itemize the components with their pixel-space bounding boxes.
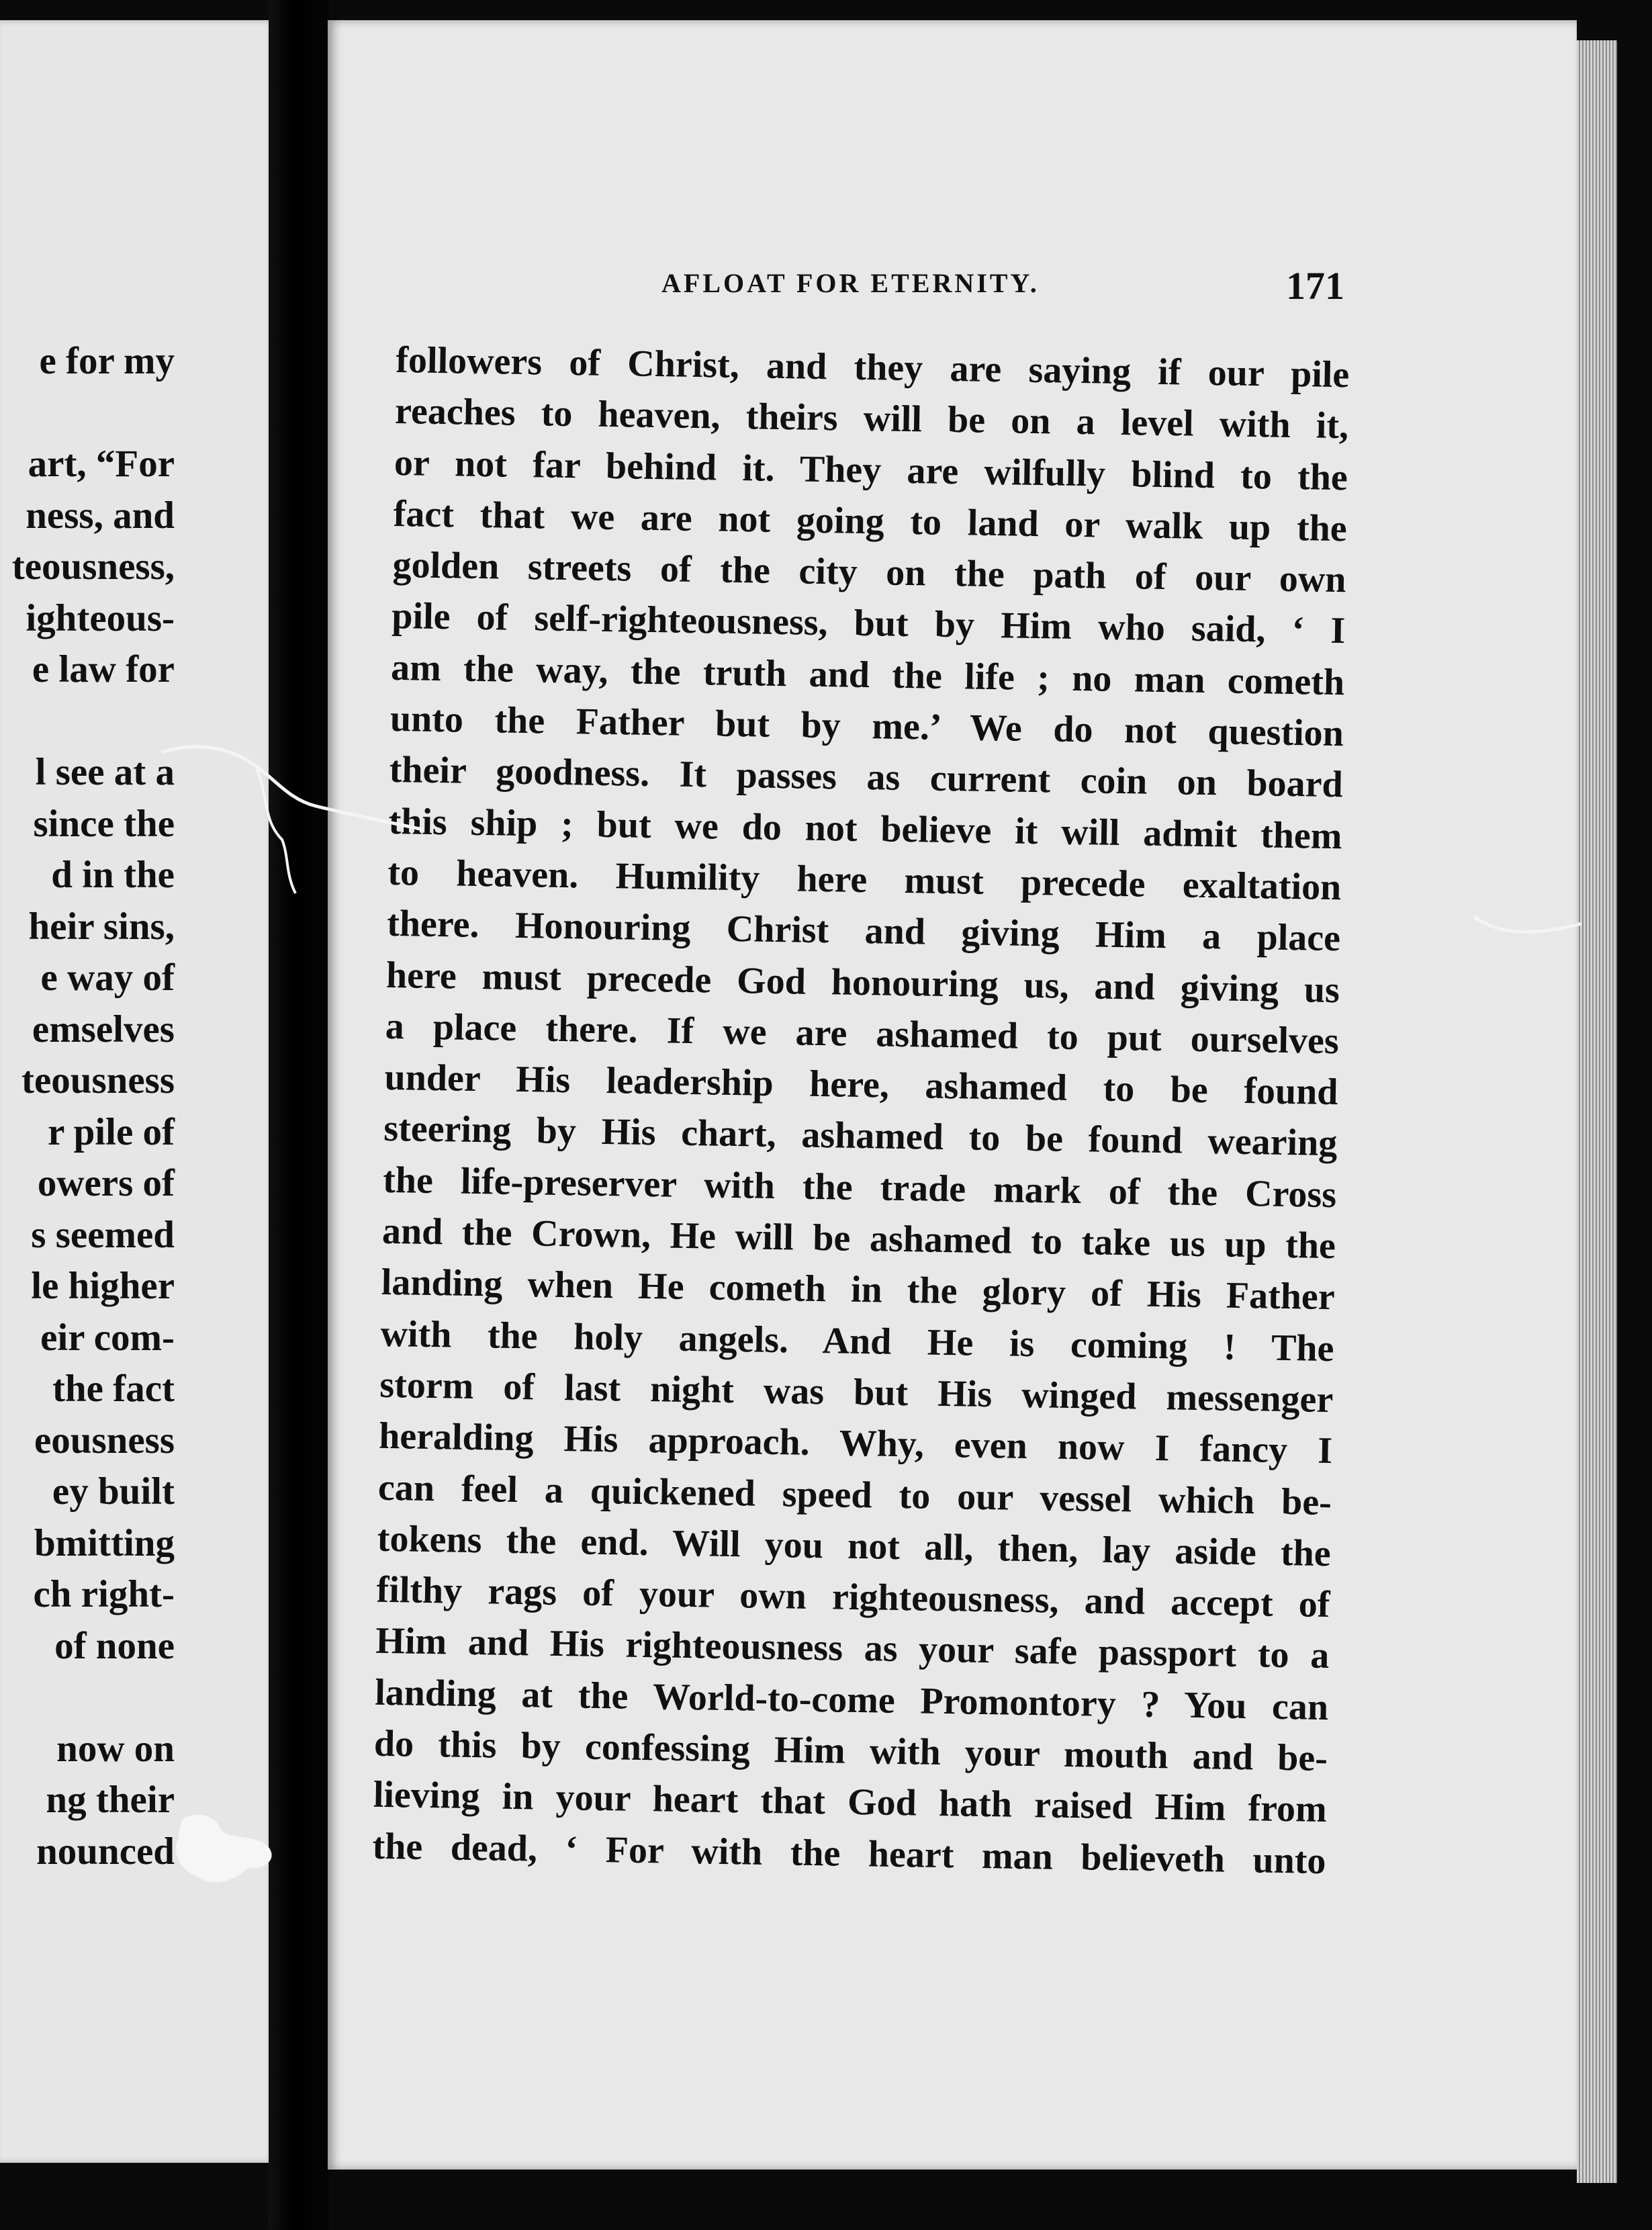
text-line	[12, 388, 175, 439]
text-line: to heaven. Humility here must precede exaltation	[387, 851, 1342, 909]
text-line	[12, 1672, 175, 1724]
running-head: AFLOAT FOR ETERNITY.	[661, 268, 1040, 298]
text-line: e for my	[39, 340, 175, 382]
text-line: storm of last night was but His winged messenger	[379, 1364, 1334, 1421]
text-line: fact that we are not going to land or walk up the	[393, 492, 1348, 550]
text-line: now on	[56, 1727, 175, 1770]
text-line: am the way, the truth and the life ; no man cometh	[390, 646, 1345, 704]
text-line: their goodness. It passes as current coin on board	[389, 749, 1344, 806]
scratch-mark-right	[1471, 910, 1585, 944]
text-line: pile of self-righteousness, but by Him who said, ‘ I	[391, 595, 1346, 652]
text-line: reaches to heaven, theirs will be on a level with it,	[394, 390, 1349, 447]
text-line: heir sins,	[28, 905, 175, 948]
text-line: followers of Christ, and they are saying if our pile	[395, 339, 1350, 396]
text-line: ness, and	[26, 494, 175, 537]
text-line: and the Crown, He will be ashamed to take us up the	[381, 1210, 1336, 1267]
text-line: landing at the World-to-come Promontory ? You can	[374, 1671, 1329, 1728]
text-line: steering by His chart, ashamed to be found wearing	[383, 1108, 1338, 1165]
text-line: of none	[54, 1624, 175, 1667]
scratch-mark	[154, 739, 437, 900]
text-line: ey built	[52, 1470, 175, 1513]
text-line: lieving in your heart that God hath raised Him from	[373, 1774, 1328, 1831]
text-line: d in the	[51, 854, 175, 896]
text-line: eousness	[34, 1419, 175, 1462]
text-line: bmitting	[34, 1521, 175, 1564]
text-line: emselves	[32, 1008, 175, 1051]
text-line: the dead, ‘ For with the heart man believeth unto	[372, 1825, 1326, 1882]
text-line: le higher	[31, 1265, 175, 1307]
text-line: here must precede God honouring us, and giving us	[385, 954, 1340, 1011]
text-line: e way of	[40, 956, 175, 999]
text-line: landing when He cometh in the glory of His Father	[381, 1261, 1336, 1319]
text-line: nounced	[36, 1830, 175, 1873]
text-line: can feel a quickened speed to our vessel which be-	[377, 1466, 1332, 1523]
text-line: there. Honouring Christ and giving Him a place	[386, 903, 1341, 960]
text-line: s seemed	[31, 1213, 175, 1256]
text-line: or not far behind it. They are wilfully blind to the	[394, 441, 1348, 498]
text-line: teousness,	[11, 545, 175, 588]
book-gutter	[269, 0, 329, 2230]
text-line: e law for	[32, 648, 175, 690]
page-body-text	[372, 334, 1350, 1887]
page-number: 171	[1286, 264, 1344, 308]
left-page-text	[12, 336, 175, 1877]
text-line: teousness	[21, 1059, 175, 1102]
text-line: art, “For	[28, 443, 175, 485]
page-edges	[1577, 40, 1617, 2183]
text-line: l see at a	[35, 751, 175, 793]
text-line: heralding His approach. Why, even now I fancy I	[378, 1415, 1333, 1472]
paper-blot-mark	[168, 1807, 282, 1894]
text-line: a place there. If we are ashamed to put ourselves	[385, 1005, 1340, 1063]
text-line: owers of	[37, 1162, 175, 1204]
text-line: the fact	[52, 1368, 175, 1410]
text-line: ng their	[46, 1779, 175, 1821]
text-line: do this by confessing Him with your mouth and be-	[373, 1722, 1328, 1780]
text-line: tokens the end. Will you not all, then, lay aside the	[377, 1517, 1332, 1574]
text-line: eir com-	[40, 1316, 175, 1359]
text-line: this ship ; but we do not believe it will admit them	[388, 800, 1342, 857]
text-line: ighteous-	[26, 596, 175, 639]
text-line: r pile of	[48, 1110, 175, 1153]
text-line: filthy rags of your own righteousness, and accept of	[376, 1568, 1330, 1626]
text-line: Him and His righteousness as your safe passport to a	[375, 1620, 1330, 1677]
text-line: golden streets of the city on the path of our own	[392, 544, 1346, 601]
text-line: since the	[33, 802, 175, 845]
text-line: unto the Father but by me.’ We do not question	[389, 698, 1344, 755]
text-line: with the holy angels. And He is coming ! The	[380, 1312, 1334, 1370]
text-line	[12, 696, 175, 748]
text-line: ch right-	[33, 1573, 175, 1615]
text-line: under His leadership here, ashamed to be found	[384, 1057, 1338, 1114]
text-line: the life-preserver with the trade mark of the Cross	[382, 1159, 1337, 1216]
